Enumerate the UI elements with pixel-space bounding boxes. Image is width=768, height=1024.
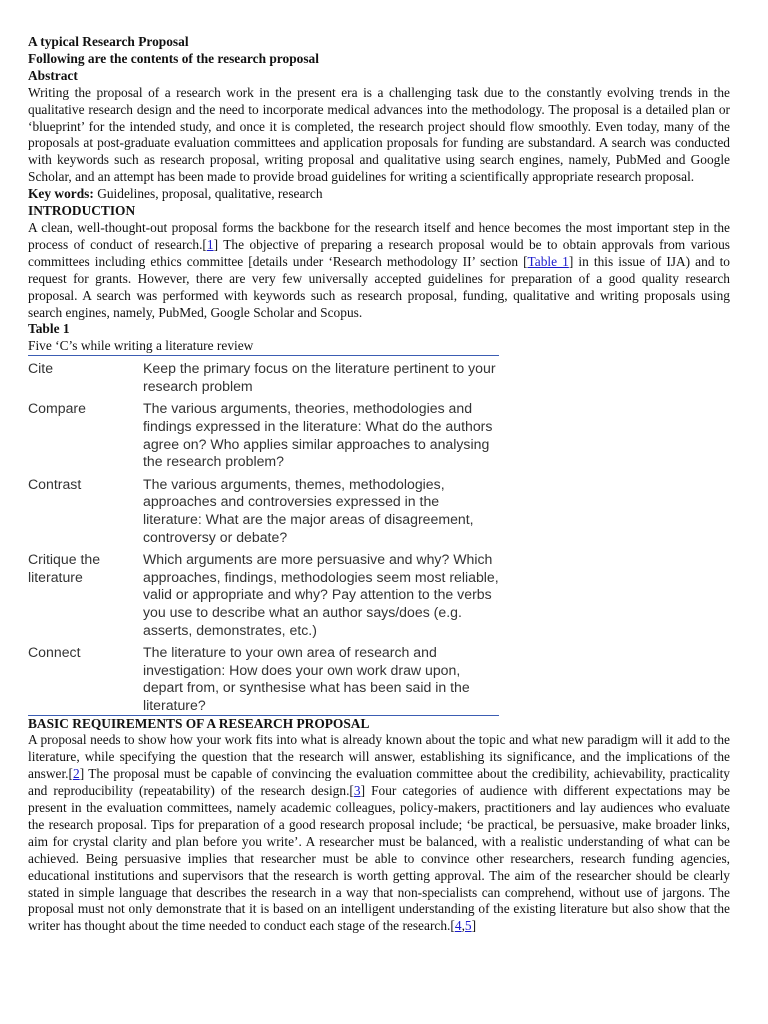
intro-text-part: ] in this issue of IJA) and to request for grants. However, there are very few universally accepted guidelines for preparation of a good quality research proposal. A search was performed with keywords such as research proposal, funding, qualitative and writing proposals using search engines, namely, PubMed, Google Scholar and Scopus.: [28, 253, 730, 320]
introduction-text: [28, 220, 730, 321]
reference-link-2[interactable]: 2: [73, 766, 80, 782]
table-row-value: Which arguments are more persuasive and why? Which approaches, findings, methodologies seem most reliable, valid or appropriate and why? Pay attention to the verbs you use to describe what an author says/does (e.g. asserts, demonstrates, etc.): [143, 551, 499, 638]
table-row-key: Critique the literature: [28, 551, 101, 585]
table-row-key: Compare: [28, 400, 86, 417]
table-row-key: Cite: [28, 360, 54, 377]
document-title: A typical Research Proposal: [28, 34, 189, 49]
abstract-heading: Abstract: [28, 67, 78, 83]
keywords-text: Guidelines, proposal, qualitative, research: [93, 186, 323, 202]
table-row-value: The various arguments, themes, methodologies, approaches and controversies expressed in the literature: What are the major areas of disagreement, controversy or debate?: [143, 475, 474, 545]
literature-review-table: [28, 355, 499, 715]
table-row: [28, 549, 499, 642]
reference-link-1[interactable]: 1: [206, 236, 214, 252]
table-row-value: Keep the primary focus on the literature pertinent to your research problem: [143, 360, 496, 394]
table-row: [28, 642, 499, 715]
reference-link-3[interactable]: 3: [353, 783, 361, 799]
introduction-heading: INTRODUCTION: [28, 203, 136, 219]
intro-text-part: ] The objective of preparing a research proposal would be to obtain approvals from various committees including ethics committee [details under ‘Research methodology II’ section [: [28, 236, 731, 269]
table-row: [28, 356, 499, 399]
table-caption: Five ‘C’s while writing a literature review: [28, 338, 254, 354]
table-row-value: The literature to your own area of research and investigation: How does your own work draw upon, depart from, or synthesise what has been said in the literature?: [143, 644, 470, 713]
table-row: [28, 398, 499, 473]
reference-link-4[interactable]: 4: [454, 918, 462, 934]
table-row-key: Connect: [28, 644, 81, 661]
basic-text-part: ]: [471, 918, 477, 934]
abstract-text: Writing the proposal of a research work in the present era is a challenging task due to the constantly evolving trends in the qualitative research design and the need to incorporate medical advances into the methodology. The proposal is a detailed plan or ‘blueprint’ for the intended study, and once it is completed, the research project should flow smoothly. Even today, many of the proposals at post-graduate evaluation committees and application proposals for funding are substandard. A search was conducted with keywords such as research proposal, writing proposal and qualitative using search engines, namely, PubMed and Google Scholar, and an attempt has been made to provide broad guidelines for writing a scientifically appropriate research proposal.: [28, 84, 730, 185]
reference-separator: ,: [461, 918, 465, 934]
document-page: [28, 34, 730, 935]
table-row: [28, 474, 499, 549]
basic-requirements-heading: BASIC REQUIREMENTS OF A RESEARCH PROPOSAL: [28, 715, 370, 731]
basic-text-part: ] Four categories of audience with different expectations may be present in the evaluation committees, namely academic colleagues, policy-makers, practitioners and lay audiences who evaluate the research proposal. Tips for preparation of a good research proposal include; ‘be practical, be persuasive, make broader links, aim for crystal clarity and plan before you write’. A researcher must be balanced, with a realistic understanding of what can be achieved. Being persuasive implies that researcher must be able to convince other researchers, research funding agencies, educational institutions and supervisors that the research is worth getting approval. The aim of the researcher should be clearly stated in simple language that describes the research in a way that non-specialists can comprehend, without use of jargons. The proposal must not only demonstrate that it is based on an intelligent understanding of the existing literature but also show that the writer has thought about the time needed to conduct each stage of the research.[: [28, 783, 730, 934]
keywords-line: [28, 186, 730, 203]
reference-link-5[interactable]: 5: [464, 918, 472, 934]
table-label: Table 1: [28, 321, 70, 337]
document-subtitle: Following are the contents of the research proposal: [28, 50, 319, 66]
basic-requirements-text: [28, 732, 730, 935]
table-1-link[interactable]: Table 1: [527, 253, 569, 269]
basic-text-part: ] The proposal must be capable of convincing the evaluation committee about the credibility, achievability, practicality and reproducibility (repeatability) of the research design.[: [28, 766, 730, 799]
table-row-key: Contrast: [28, 475, 82, 492]
basic-text-part: A proposal needs to show how your work fits into what is already known about the topic and what new paradigm will it add to the literature, while specifying the question that the research will answer, establishing its significance, and the implications of the answer.[: [28, 732, 730, 782]
intro-text-part: A clean, well-thought-out proposal forms the backbone for the research itself and hence becomes the most important step in the process of conduct of research.[: [28, 219, 730, 252]
keywords-label: Key words:: [28, 186, 94, 202]
table-row-value: The various arguments, theories, methodologies and findings expressed in the literature: What do the authors agree on? Who applies similar approaches to analysing the research problem?: [143, 400, 493, 470]
